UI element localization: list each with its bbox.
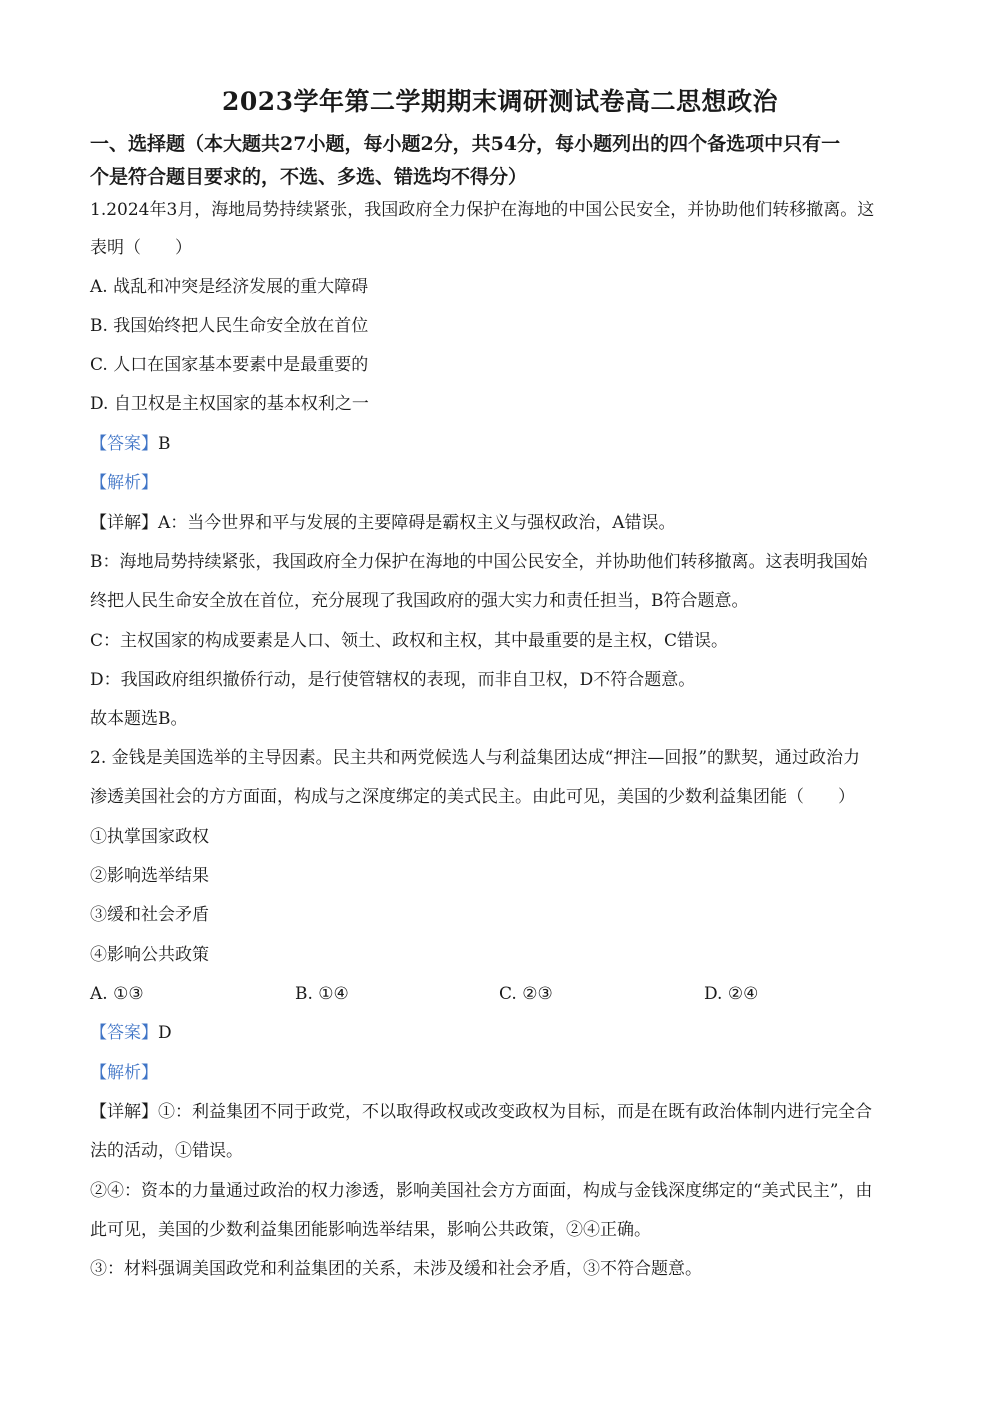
q2-analysis xyxy=(90,1061,910,1085)
q1-detail-line-3: 终把人民生命安全放在首位，充分展现了我国政府的强大实力和责任担当，B符合题意。 xyxy=(90,591,749,611)
q1-option-d: D. 自卫权是主权国家的基本权利之一 xyxy=(90,394,369,414)
page-title: 2023学年第二学期期末调研测试卷高二思想政治 xyxy=(221,87,779,116)
q1-option-c: C. 人口在国家基本要素中是最重要的 xyxy=(90,355,369,375)
section-heading-line-1: 一、选择题（本大题共27小题，每小题2分，共54分，每小题列出的四个备选项中只有一 xyxy=(90,133,841,155)
section-heading xyxy=(90,128,910,194)
q2-item-4: ④影响公共政策 xyxy=(90,945,209,965)
q1-stem-line-2: 表明（ ） xyxy=(90,238,192,258)
q1-option-b: B. 我国始终把人民生命安全放在首位 xyxy=(90,316,369,336)
analysis-tag: 【解析】 xyxy=(90,1063,158,1083)
q2-detail-line-3: ②④：资本的力量通过政治的权力渗透，影响美国社会方方面面，构成与金钱深度绑定的“美式民主”，由 xyxy=(90,1181,873,1201)
q2-item-3: ③缓和社会矛盾 xyxy=(90,905,209,925)
q1-detail-line-1 xyxy=(90,511,910,535)
q2-stem-line-1: 2. 金钱是美国选举的主导因素。民主共和两党候选人与利益集团达成“押注—回报”的默契，通过政治力 xyxy=(90,748,861,768)
q2-option-b: B. ①④ xyxy=(295,984,349,1004)
section-heading-line-2: 个是符合题目要求的，不选、多选、错选均不得分） xyxy=(90,166,528,188)
q2-item-2: ②影响选举结果 xyxy=(90,866,209,886)
q2-option-d: D. ②④ xyxy=(704,984,759,1004)
q1-conclusion: 故本题选B。 xyxy=(90,709,188,729)
answer-tag: 【答案】 xyxy=(90,434,158,454)
q1-detail-line-2: B：海地局势持续紧张，我国政府全力保护在海地的中国公民安全，并协助他们转移撤离。这表明我国始 xyxy=(90,552,868,572)
q2-item-1: ①执掌国家政权 xyxy=(90,827,209,847)
q1-detail-line-4: C：主权国家的构成要素是人口、领土、政权和主权，其中最重要的是主权，C错误。 xyxy=(90,631,729,651)
q2-answer-value: D xyxy=(158,1023,172,1043)
q1-detail-text-1: A：当今世界和平与发展的主要障碍是霸权主义与强权政治，A错误。 xyxy=(158,513,676,533)
q2-detail-line-1 xyxy=(90,1100,910,1124)
q1-answer-value: B xyxy=(158,434,171,454)
detail-tag: 【详解】 xyxy=(90,1102,158,1122)
q2-detail-line-5: ③：材料强调美国政党和利益集团的关系，未涉及缓和社会矛盾，③不符合题意。 xyxy=(90,1259,702,1279)
q1-analysis xyxy=(90,471,910,495)
q2-detail-text-1: ①：利益集团不同于政党，不以取得政权或改变政权为目标，而是在既有政治体制内进行完全合 xyxy=(158,1102,872,1122)
q1-answer xyxy=(90,432,910,456)
q1-detail-line-5: D：我国政府组织撤侨行动，是行使管辖权的表现，而非自卫权，D不符合题意。 xyxy=(90,670,696,690)
q2-detail-line-4: 此可见，美国的少数利益集团能影响选举结果，影响公共政策，②④正确。 xyxy=(90,1220,651,1240)
q1-option-a: A. 战乱和冲突是经济发展的重大障碍 xyxy=(90,277,369,297)
q2-answer xyxy=(90,1021,910,1045)
answer-tag: 【答案】 xyxy=(90,1023,158,1043)
analysis-tag: 【解析】 xyxy=(90,473,158,493)
q2-detail-line-2: 法的活动，①错误。 xyxy=(90,1141,243,1161)
q1-stem-line-1: 1.2024年3月，海地局势持续紧张，我国政府全力保护在海地的中国公民安全，并协助他们转移撤离。这 xyxy=(90,200,875,220)
detail-tag: 【详解】 xyxy=(90,513,158,533)
q2-option-c: C. ②③ xyxy=(499,984,553,1004)
q2-option-a: A. ①③ xyxy=(90,984,144,1004)
q2-stem-line-2: 渗透美国社会的方方面面，构成与之深度绑定的美式民主。由此可见，美国的少数利益集团能（ ） xyxy=(90,787,855,807)
